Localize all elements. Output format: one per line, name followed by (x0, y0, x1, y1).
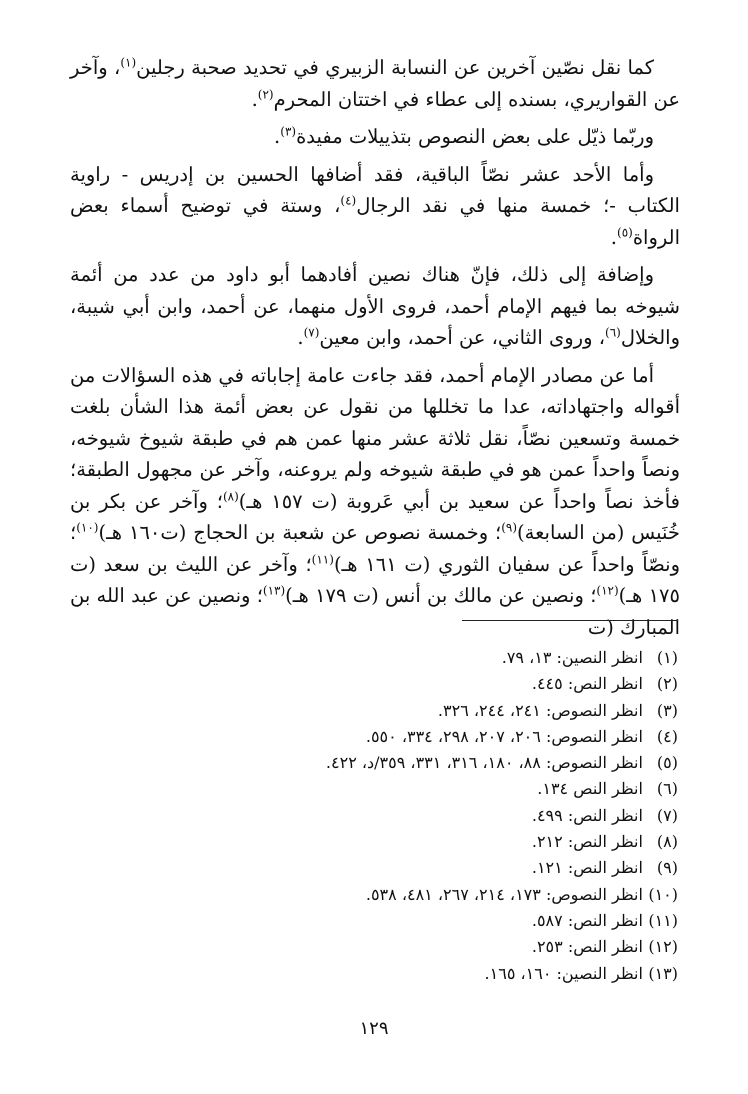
footnote-ref: (٣) (280, 124, 297, 139)
footnote-ref: (١٣) (262, 583, 286, 598)
text-segment: ؛ وآخر عن الليث بن سعد (ت ١٧٥ هـ) (70, 552, 680, 607)
footnote-number: (٧) (656, 805, 678, 825)
footnote-ref: (٩) (501, 520, 518, 535)
footnote-number: (١٠) (648, 884, 678, 904)
footnote-text: انظر النص: ٢٥٣. (531, 937, 643, 957)
footnote-number: (٣) (656, 700, 678, 720)
text-segment: ؛ ونصين عن مالك بن أنس (ت ١٧٩ هـ) (285, 584, 597, 607)
footnote-item (70, 961, 678, 987)
footnote-number: (٦) (656, 779, 678, 799)
footnote-ref: (٤) (340, 193, 357, 208)
footnote-item (70, 776, 678, 802)
footnote-number: (١١) (648, 910, 678, 930)
footnote-number: (١) (656, 648, 678, 667)
text-segment: ؛ ونصّاً واحداً عن سفيان الثوري (ت ١٦١ هـ) (70, 521, 680, 576)
text-segment: وأما الأحد عشر نصّاً الباقية، فقد أضافها الحسين بن إدريس - راوية الكتاب -؛ خمسة منها في نقد الرجال (70, 162, 680, 217)
footnote-ref: (١٠) (76, 520, 99, 535)
footnote-ref: (٧) (303, 325, 320, 340)
footnote-text: انظر النص: ٥٨٧. (531, 910, 643, 930)
footnote-ref: (١٢) (596, 583, 619, 598)
paragraph-p4 (70, 259, 680, 354)
footnote-text: انظر النص: ١٢١. (531, 858, 643, 878)
footnote-text: انظر النصين: ١٣، ٧٩. (501, 648, 643, 667)
paragraph-p1 (70, 52, 680, 115)
paragraph-p2 (70, 121, 680, 153)
footnote-number: (٥) (656, 753, 678, 773)
footnote-text: انظر النص: ٢١٢. (531, 832, 643, 852)
text-segment: وإضافة إلى ذلك، فإنّ هناك نصين أفادهما أبو داود من عدد من أئمة شيوخه بما فيهم الإمام أحمد، فروى الأول منهما، عن أحمد، وابن أبي شيبة، والخلال (70, 263, 680, 349)
footnote-item (70, 829, 678, 855)
footnote-text: انظر النص: ٤٩٩. (531, 805, 643, 825)
footnote-item (70, 750, 678, 776)
footnote-number: (٢) (656, 674, 678, 694)
footnote-ref: (١١) (311, 552, 334, 566)
text-segment: . (251, 87, 258, 111)
footnote-ref: (١) (120, 55, 137, 70)
footnote-text: انظر النصوص: ١٧٣، ٢١٤، ٢٦٧، ٤٨١، ٥٣٨. (365, 884, 643, 904)
footnote-text: انظر النصوص: ٢٠٦، ٢٠٧، ٢٩٨، ٣٣٤، ٥٥٠. (365, 726, 643, 746)
footnote-item (70, 855, 678, 881)
footnote-ref: (٢) (257, 87, 274, 101)
footnote-item (70, 882, 678, 908)
text-segment: . (297, 326, 304, 349)
footnote-item (70, 908, 678, 934)
text-segment: ، وروى الثاني، عن أحمد، وابن معين (319, 326, 605, 349)
footnote-ref: (٦) (605, 325, 621, 340)
footnote-text: انظر النصوص: ٢٤١، ٢٤٤، ٣٢٦. (437, 700, 643, 720)
text-segment: . (610, 225, 617, 249)
footnote-text: انظر النصوص: ٨٨، ١٨٠، ٣١٦، ٣٣١، ٣٥٩/د، ٤٢٢. (325, 753, 643, 773)
footnote-item (70, 724, 678, 750)
footnote-item (70, 645, 678, 671)
footnotes (70, 645, 678, 987)
footnote-item (70, 671, 678, 697)
text-segment: ، وآخر عن القواريري، بسنده إلى عطاء في اختتان المحرم (70, 56, 680, 111)
footnote-number: (١٣) (648, 963, 678, 983)
footnote-text: انظر النص: ٤٤٥. (531, 674, 643, 694)
text-segment: أما عن مصادر الإمام أحمد، فقد جاءت عامة إجاباته في هذه السؤالات من أقواله واجتهاداته، عدا ما تخللها من نقول عن بعض أئمة هذا الشأن بلغت خمسة وتسعين نصّاً، نقل ثلاثة عشر منها عمن هم في طبقة شيوخ شيوخه، ونصاً واحداً عمن هو في طبقة شيوخه ولم يروعنه، وآخر عن مجهول الطبقة؛ فأخذ نصاً واحداً عن سعيد بن أبي عَروبة (ت ١٥٧ هـ) (70, 363, 680, 513)
footnote-text: انظر النص ١٣٤. (537, 779, 643, 799)
footnote-text: انظر النصين: ١٦٠، ١٦٥. (484, 963, 643, 983)
text-segment: ، وستة في توضيح أسماء بعض الرواة (70, 194, 680, 249)
main-text (70, 52, 680, 649)
footnote-divider (462, 620, 678, 621)
footnote-item (70, 698, 678, 724)
text-segment: وربّما ذيّل على بعض النصوص بتذييلات مفيدة (296, 125, 654, 148)
text-segment: ؛ وآخر عن بكر بن خُنَيس (من السابعة) (70, 489, 680, 544)
text-segment: . (274, 125, 281, 148)
text-segment: كما نقل نصّين آخرين عن النسابة الزبيري في تحديد صحبة رجلين (136, 56, 654, 79)
footnote-ref: (٥) (617, 225, 633, 239)
footnote-number: (٤) (656, 726, 678, 746)
page-number: ١٢٩ (359, 1018, 389, 1039)
footnote-number: (٩) (656, 858, 678, 878)
footnote-number: (٨) (656, 832, 678, 852)
paragraph-p5 (70, 360, 680, 644)
text-segment: ؛ وخمسة نصوص عن شعبة بن الحجاج (ت١٦٠ هـ) (98, 521, 502, 544)
footnote-number: (١٢) (648, 937, 678, 957)
footnote-item (70, 803, 678, 829)
footnote-ref: (٨) (222, 489, 239, 503)
paragraph-p3 (70, 159, 680, 254)
footnote-item (70, 934, 678, 960)
text-segment: ؛ ونصين عن عبد الله بن المبارك (ت (70, 584, 680, 639)
